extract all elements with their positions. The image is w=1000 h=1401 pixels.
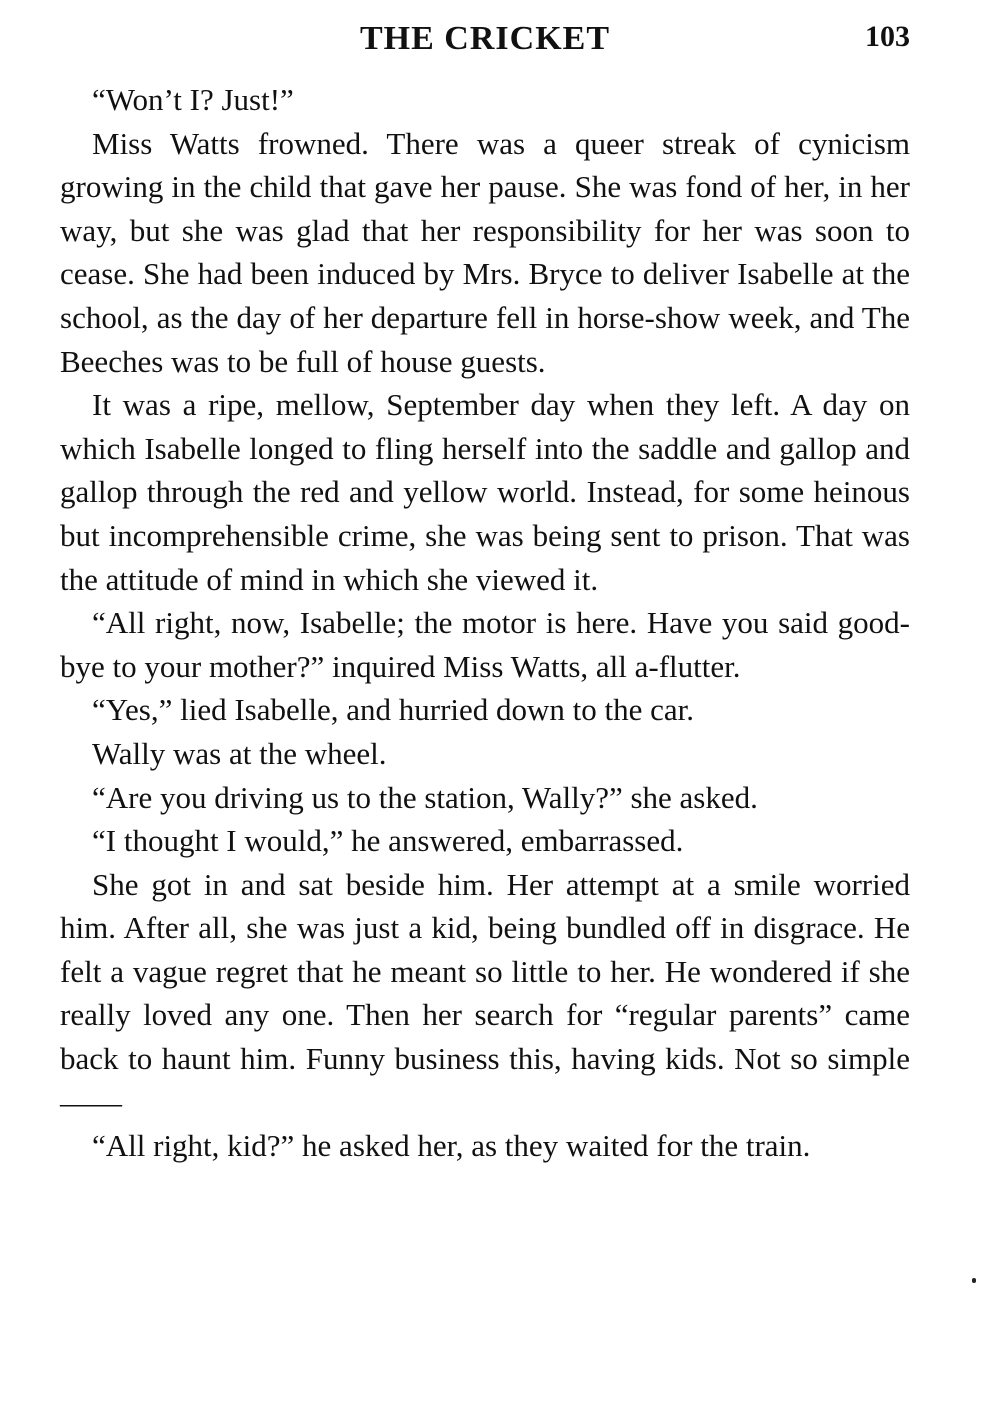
page-number: 103 (865, 20, 910, 53)
paragraph: “Are you driving us to the station, Wally?” she asked. (92, 779, 758, 815)
paragraph: Wally was at the wheel. (92, 735, 387, 771)
paragraph: Miss Watts frowned. There was a queer streak of cynicism growing in the child that gave her pause. She was fond of her, in her way, but she was glad that her responsibility for her was soon to cease. She had been induced by Mrs. Bryce to deliver Isabelle at the school, as the day of her departure fell in horse-show week, and The Beeches was to be full of house guests. (60, 125, 910, 379)
page-header (60, 20, 910, 68)
paragraph: She got in and sat beside him. Her attempt at a smile worried him. After all, she was just a kid, being bundled off in disgrace. He felt a vague regret that he meant so little to her. He wondered if she really loved any one. Then her search for “regular parents” came back to haunt him. Funny business this, having kids. Not so simple—— (60, 866, 910, 1120)
running-title: THE CRICKET (360, 20, 610, 57)
paragraph: “Yes,” lied Isabelle, and hurried down to the car. (92, 692, 695, 728)
paragraph: “All right, kid?” he asked her, as they waited for the train. (92, 1128, 811, 1164)
paragraph: “Won’t I? Just!” (92, 82, 294, 117)
paragraph: “I thought I would,” he answered, embarrassed. (92, 823, 684, 859)
body-text (60, 78, 910, 1168)
paragraph: It was a ripe, mellow, September day when they left. A day on which Isabelle longed to fling herself into the saddle and gallop and gallop through the red and yellow world. Instead, for some heinous but incomprehensible crime, she was being sent to prison. That was the attitude of mind in which she viewed it. (60, 387, 910, 597)
paragraph: “All right, now, Isabelle; the motor is here. Have you said good-bye to your mother?” inquired Miss Watts, all a-flutter. (60, 605, 910, 684)
print-speck (972, 1278, 976, 1283)
